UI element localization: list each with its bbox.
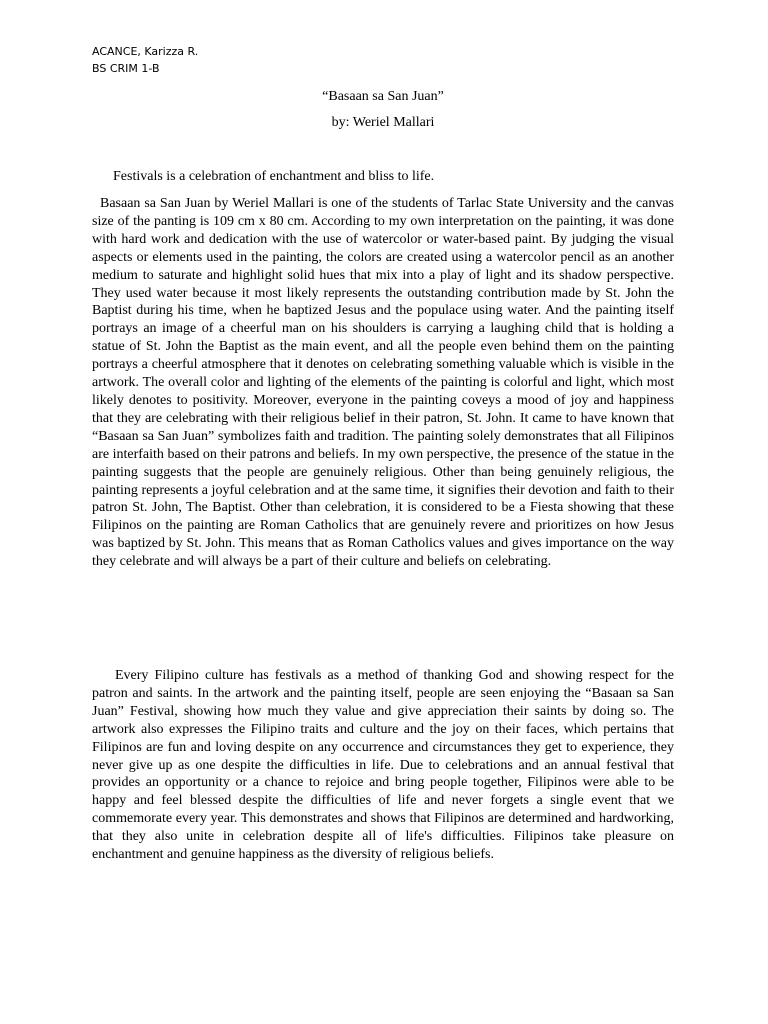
author-name: ACANCE, Karizza R. <box>92 45 199 58</box>
essay-byline: by: Weriel Mallari <box>331 115 435 130</box>
body-paragraph-1: Basaan sa San Juan by Weriel Mallari is one of the students of Tarlac State University and the canvas size of the panting is 109 cm x 80 cm. According to my own interpretation on the painting, it was done with hard work and dedication with the use of watercolor or water-based paint. By judging the visual aspects or elements used in the painting, the colors are created using a watercolor pencil as an another medium to saturate and highlight solid hues that mix into a play of light and its shadow perspective. They used water because it most likely represents the outstanding contribution made by St. John the Baptist during his time, when he baptized Jesus and the populace using water. And the painting itself portrays an image of a cheerful man on his shoulders is carrying a laughing child that is holding a statue of St. John the Baptist as the main event, and all the people even behind them on the painting portrays a cheerful atmosphere that it denotes on celebrating something valuable which is visible in the artwork. The overall color and lighting of the elements of the painting is colorful and light, which most likely denotes to positivity. Moreover, everyone in the painting coveys a mood of joy and happiness that they are celebrating with their religious belief in their patron, St. John. It came to have known that “Basaan sa San Juan” symbolizes faith and tradition. The painting solely demonstrates that all Filipinos are interfaith based on their patrons and beliefs. In my own perspective, the presence of the statue in the painting suggests that the people are genuinely religious. Other than being genuinely religious, the painting represents a joyful celebration and at the same time, it signifies their devotion and faith to their patron St. John, The Baptist. Other than celebration, it is considered to be a Fiesta showing that these Filipinos on the painting are Roman Catholics that are genuinely revere and prioritizes on how Jesus was baptized by St. John. This means that as Roman Catholics values and gives importance on the way they celebrate and will always be a part of their culture and beliefs on celebrating. <box>92 196 674 570</box>
intro-sentence: Festivals is a celebration of enchantment and bliss to life. <box>113 169 435 184</box>
essay-title: “Basaan sa San Juan” <box>322 89 444 104</box>
essay-title-block <box>92 88 674 140</box>
student-header <box>92 43 198 77</box>
body-paragraph-2: Every Filipino culture has festivals as a method of thanking God and showing respect for the patron and saints. In the artwork and the painting itself, people are seen enjoying the “Basaan sa San Juan” Festival, showing how much they value and give appreciation their saints by doing so. The artwork also expresses the Filipino traits and culture and the joy on their faces, which pertains that Filipinos are fun and loving despite on any occurrence and circumstances they get to experience, they never give up as one despite the difficulties in life. Due to celebrations and an annual festival that provides an opportunity or a chance to rejoice and bring people together, Filipinos were able to be happy and feel blessed despite the difficulties of life and never forgets a single event that we commemorate every year. This demonstrates and shows that Filipinos are determined and hardworking, that they also unite in celebration despite all of life's difficulties. Filipinos take pleasure on enchantment and genuine happiness as the diversity of religious beliefs. <box>92 668 674 863</box>
course-section: BS CRIM 1-B <box>92 62 160 75</box>
